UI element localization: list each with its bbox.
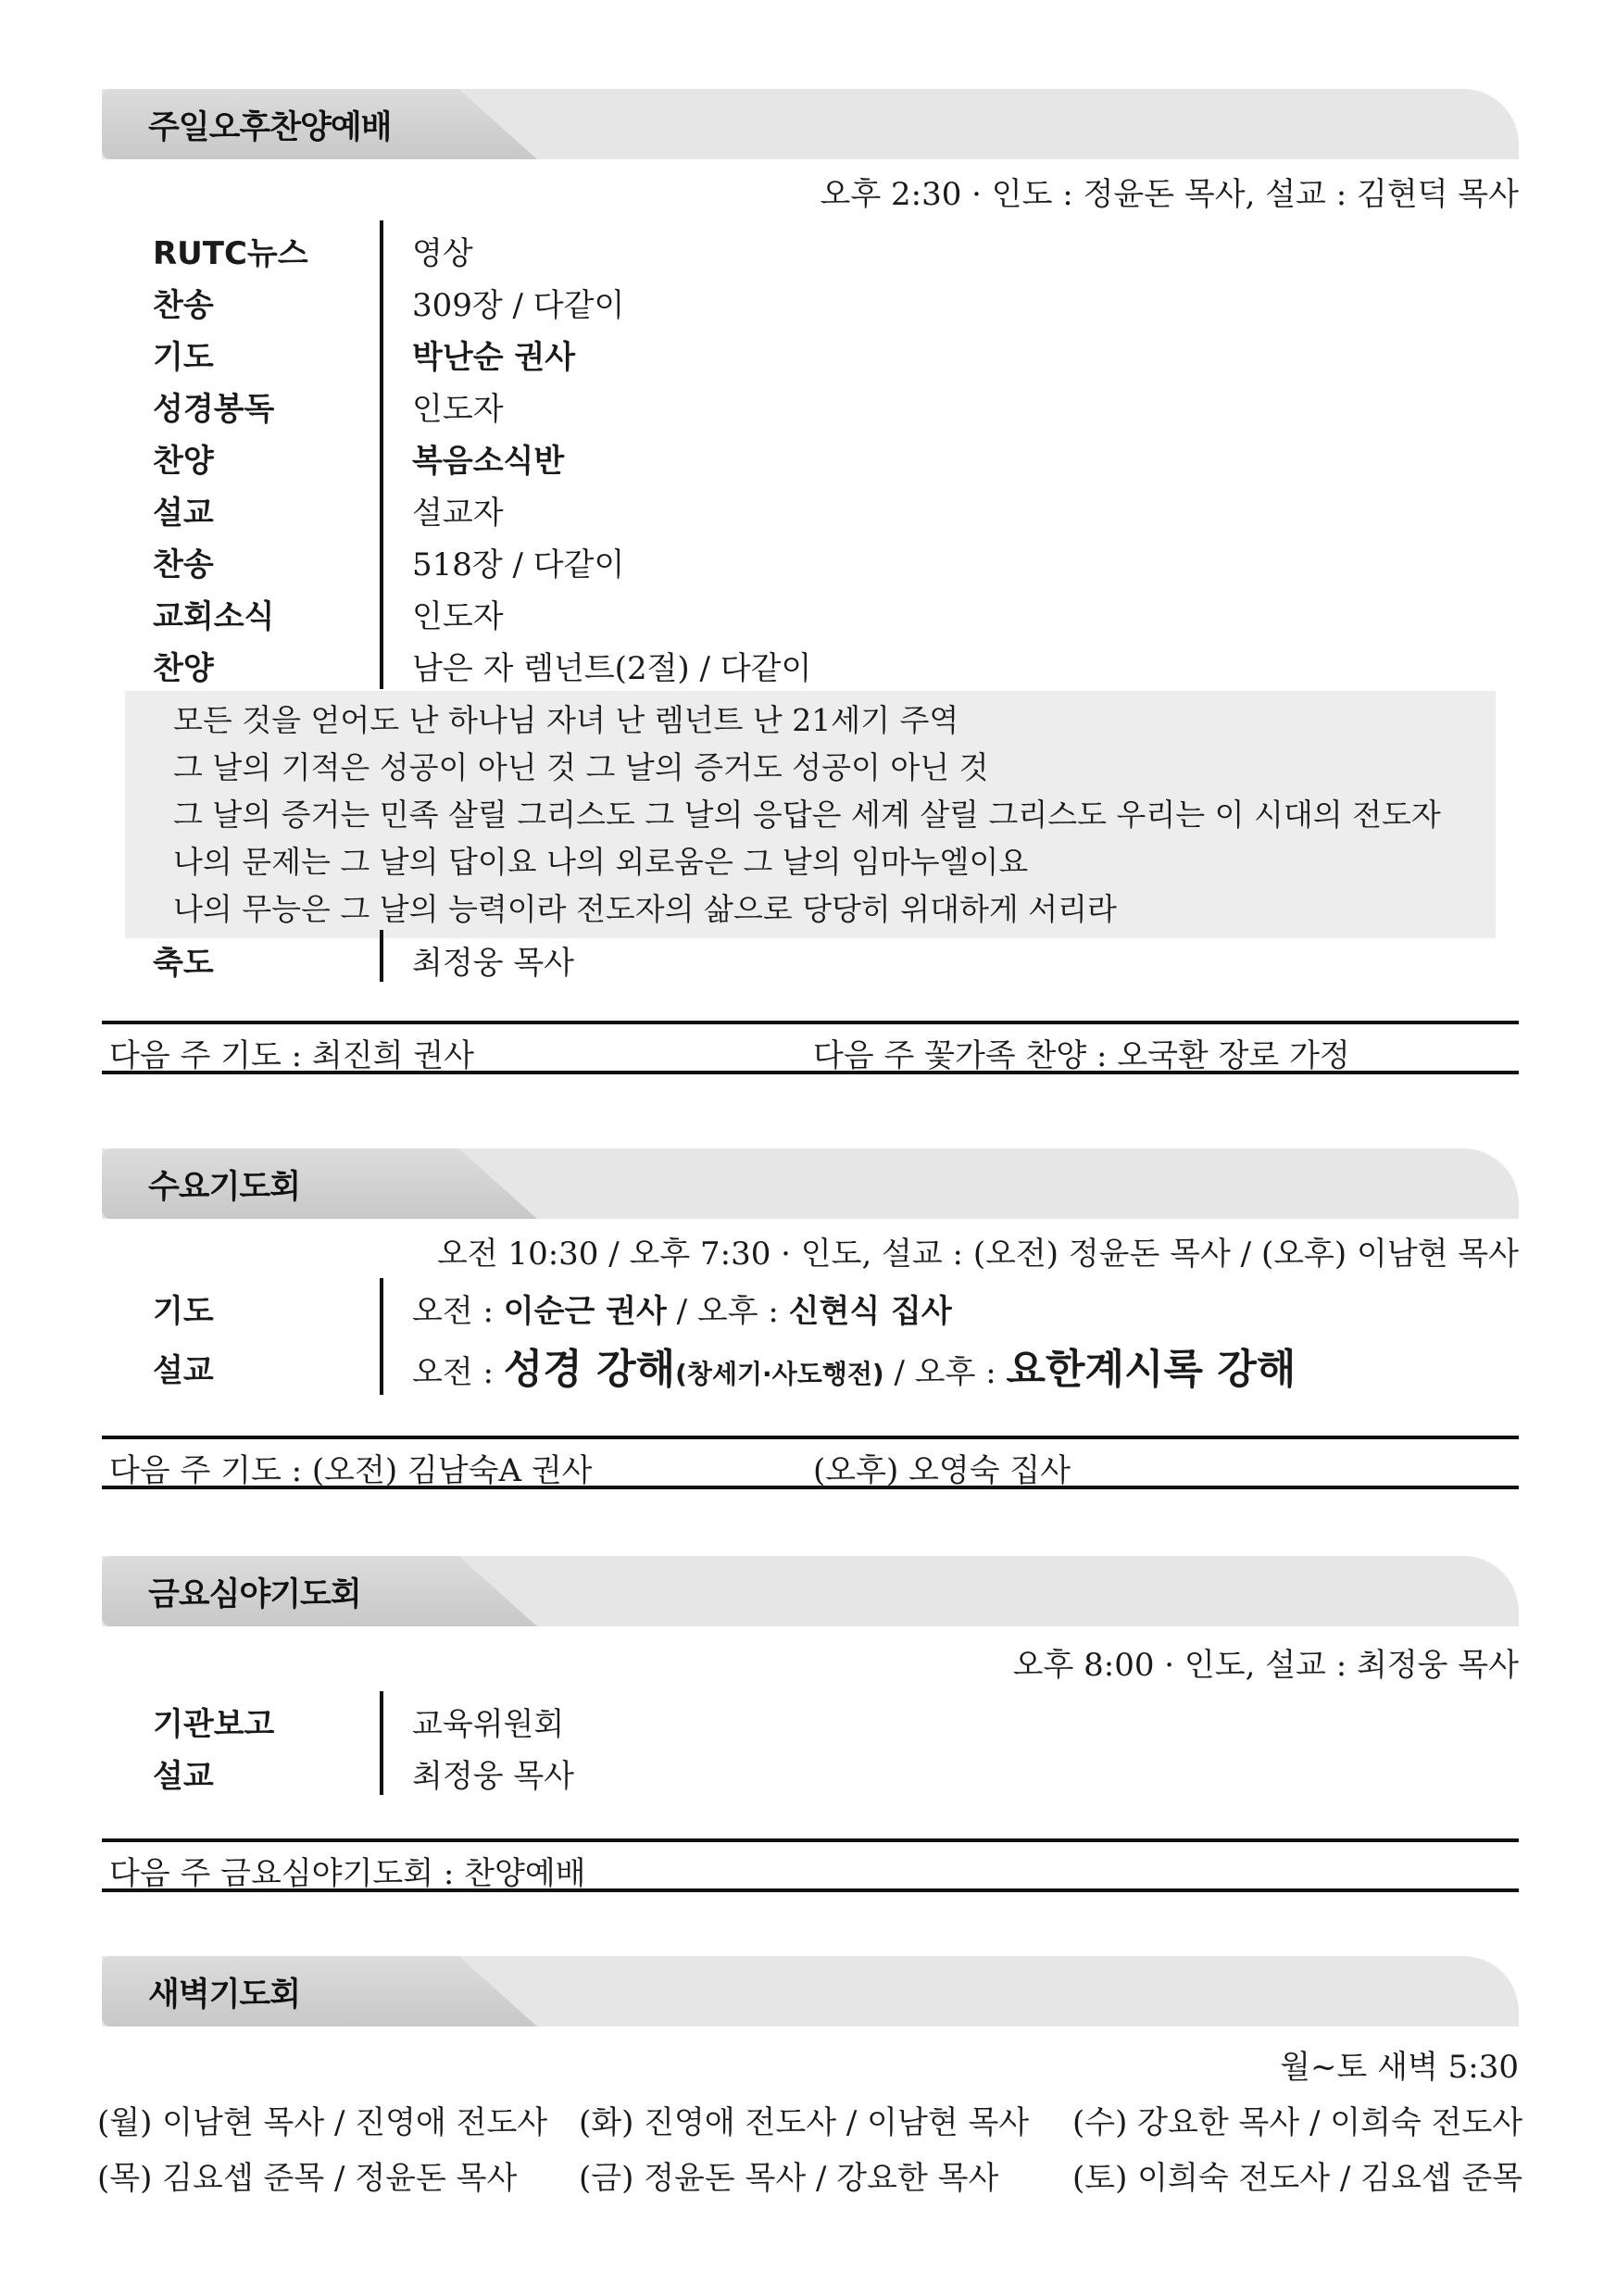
sermon-am-note: (창세기·사도행전): [675, 1359, 884, 1389]
prayer-am-prefix: 오전 :: [412, 1293, 504, 1330]
prayer-separator: / 오후 :: [666, 1293, 789, 1330]
order-value: 309장 / 다같이: [412, 287, 625, 324]
order-label: 찬송: [153, 287, 214, 324]
order-value: [412, 1286, 952, 1331]
divider-line: [380, 930, 383, 982]
section-header-wednesday: [102, 1148, 1519, 1219]
section-header-dawn: [102, 1956, 1519, 2026]
order-value: 설교자: [412, 495, 504, 532]
section-header-sunday: [102, 89, 1519, 159]
section-header-friday: [102, 1556, 1519, 1626]
order-value: 518장 / 다같이: [412, 546, 625, 583]
order-value: 인도자: [412, 598, 504, 635]
dawn-schedule-item: (목) 김요셉 준목 / 정윤돈 목사: [97, 2160, 518, 2197]
order-label: 찬양: [153, 443, 214, 480]
order-value: [412, 1336, 1296, 1395]
order-value: 인도자: [412, 391, 504, 428]
sermon-pm: 요한계시록 강해: [1006, 1346, 1297, 1393]
next-week-flower-family: 다음 주 꽃가족 찬양 : 오국환 장로 가정: [813, 1037, 1350, 1074]
next-week-box: [102, 1838, 1519, 1892]
service-time-info: 오전 10:30 / 오후 7:30 · 인도, 설교 : (오전) 정윤돈 목사 / (오후) 이남현 목사: [436, 1236, 1519, 1273]
order-value: 영상: [412, 235, 473, 272]
sermon-am: 성경 강해: [503, 1346, 676, 1393]
order-label: 설교: [153, 1352, 214, 1389]
order-label: RUTC뉴스: [153, 235, 308, 272]
order-value: 최정웅 목사: [412, 1758, 575, 1795]
order-value: 교육위원회: [412, 1706, 565, 1743]
section-title: 주일오후찬양예배: [148, 109, 392, 146]
order-label: 기관보고: [153, 1706, 275, 1743]
order-value: 복음소식반: [412, 443, 565, 480]
dawn-schedule-item: (월) 이남현 목사 / 진영애 전도사: [97, 2104, 548, 2141]
section-title: 수요기도회: [148, 1169, 301, 1206]
next-week-friday: 다음 주 금요심야기도회 : 찬양예배: [109, 1855, 586, 1892]
divider-line: [380, 220, 383, 689]
section-title: 금요심야기도회: [148, 1576, 361, 1613]
next-week-prayer-am: 다음 주 기도 : (오전) 김남숙A 권사: [109, 1452, 593, 1489]
next-week-prayer-pm: (오후) 오영숙 집사: [813, 1452, 1071, 1489]
dawn-schedule-item: (토) 이희숙 전도사 / 김요셉 준목: [1072, 2160, 1523, 2197]
lyrics-line: 그 날의 기적은 성공이 아닌 것 그 날의 증거도 성공이 아닌 것: [173, 749, 989, 785]
dawn-schedule-item: (금) 정윤돈 목사 / 강요한 목사: [579, 2160, 999, 2197]
order-label: 찬송: [153, 546, 214, 583]
next-week-box: [102, 1021, 1519, 1074]
lyrics-line: 그 날의 증거는 민족 살릴 그리스도 그 날의 응답은 세계 살릴 그리스도 우리는 이 시대의 전도자: [173, 797, 1441, 833]
dawn-schedule-item: (화) 진영애 전도사 / 이남현 목사: [579, 2104, 1030, 2141]
section-title: 새벽기도회: [148, 1976, 301, 2014]
service-time-info: 오후 2:30 · 인도 : 정윤돈 목사, 설교 : 김현덕 목사: [820, 176, 1519, 213]
order-label: 찬양: [153, 650, 214, 687]
order-label: 기도: [153, 1293, 214, 1330]
order-value: 박난순 권사: [412, 339, 576, 376]
prayer-am: 이순근 권사: [503, 1293, 667, 1330]
order-label: 설교: [153, 1758, 214, 1795]
order-label: 교회소식: [153, 598, 275, 635]
divider-line: [380, 1691, 383, 1795]
order-label: 축도: [153, 945, 214, 982]
service-time-info: 오후 8:00 · 인도, 설교 : 최정웅 목사: [1012, 1647, 1519, 1684]
service-time-info: 월~토 새벽 5:30: [1280, 2049, 1519, 2086]
order-label: 성경봉독: [153, 391, 275, 428]
divider-line: [380, 1278, 383, 1395]
dawn-schedule-item: (수) 강요한 목사 / 이희숙 전도사: [1072, 2104, 1523, 2141]
order-label: 설교: [153, 495, 214, 532]
order-label: 기도: [153, 339, 214, 376]
hymn-lyrics-box: [125, 691, 1496, 938]
next-week-prayer: 다음 주 기도 : 최진희 권사: [109, 1037, 474, 1074]
sermon-separator: / 오후 :: [883, 1354, 1007, 1391]
sermon-am-prefix: 오전 :: [412, 1354, 504, 1391]
next-week-box: [102, 1436, 1519, 1489]
order-value: 남은 자 렘넌트(2절) / 다같이: [412, 650, 812, 687]
prayer-pm: 신현식 집사: [788, 1293, 952, 1330]
order-value: 최정웅 목사: [412, 945, 575, 982]
lyrics-line: 나의 무능은 그 날의 능력이라 전도자의 삶으로 당당히 위대하게 서리라: [173, 891, 1117, 927]
lyrics-line: 나의 문제는 그 날의 답이요 나의 외로움은 그 날의 임마누엘이요: [173, 844, 1029, 880]
lyrics-line: 모든 것을 얻어도 난 하나님 자녀 난 렘넌트 난 21세기 주역: [173, 702, 959, 738]
